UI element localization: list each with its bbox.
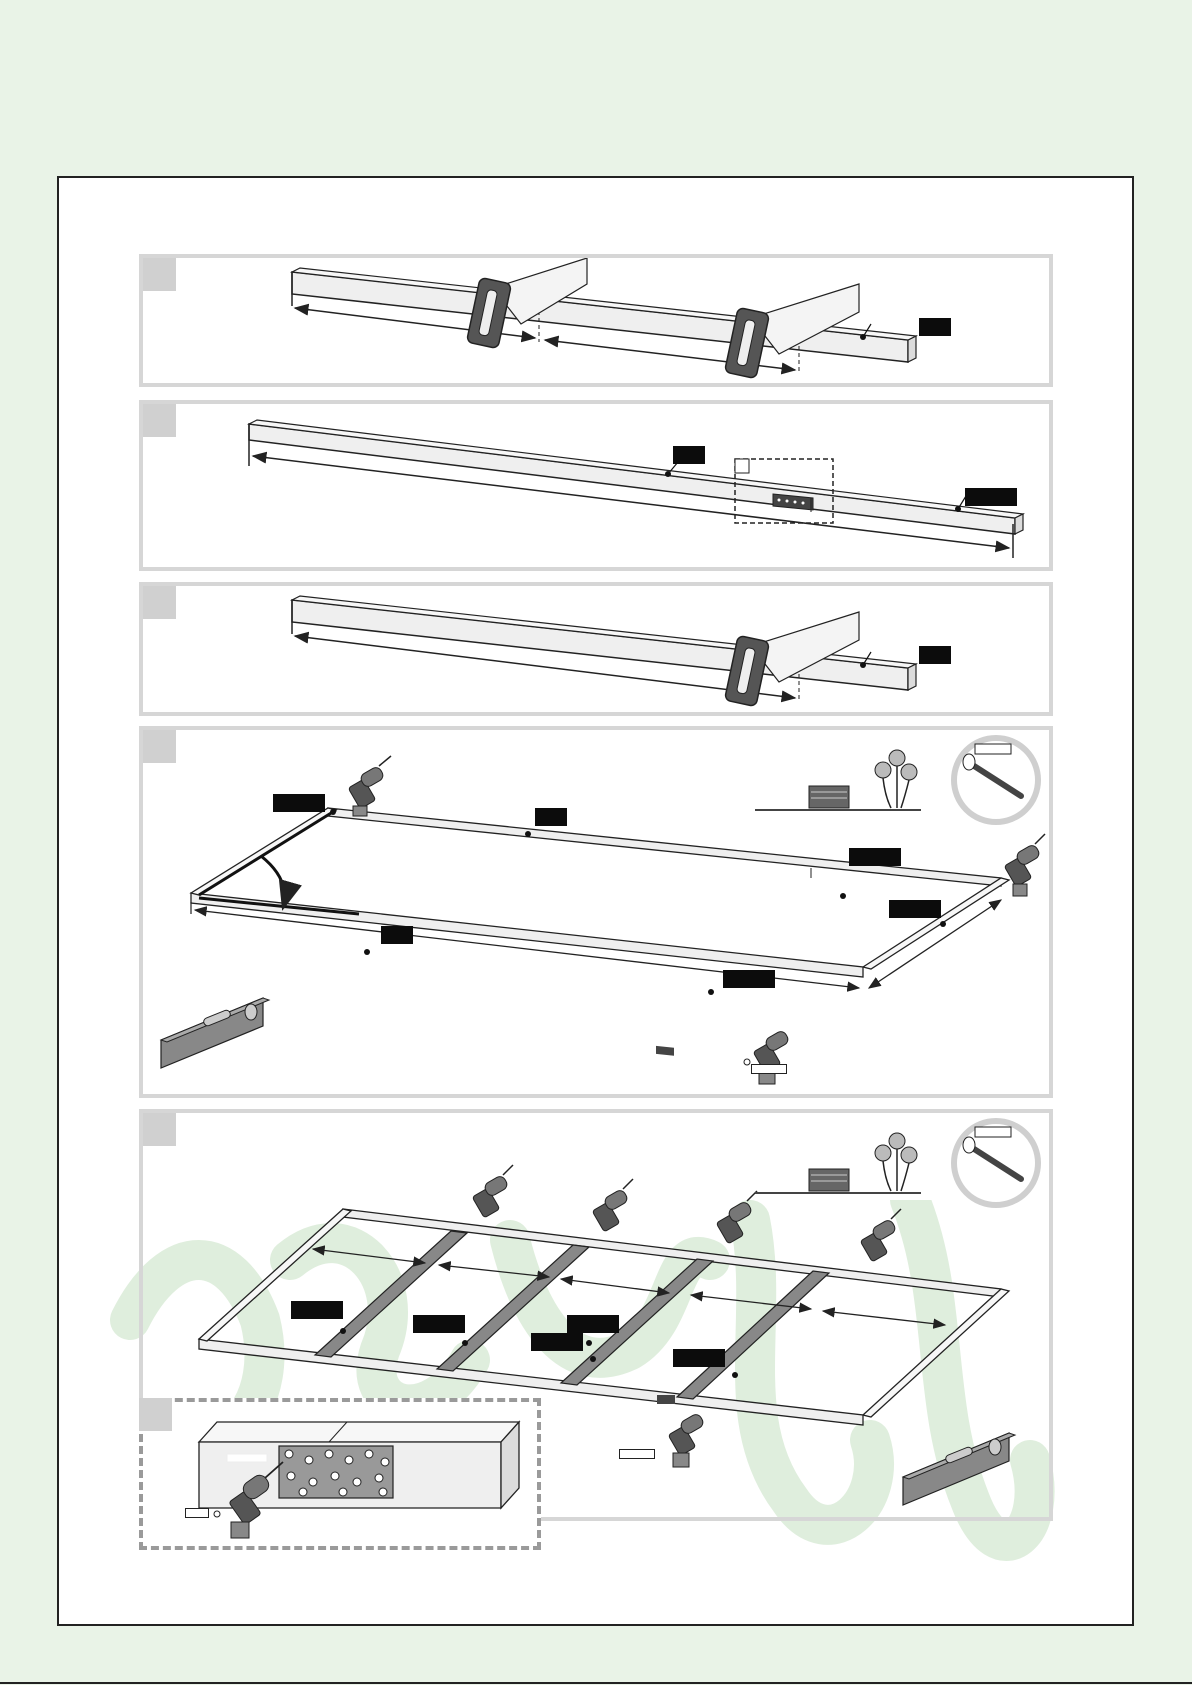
footer-rule bbox=[0, 1682, 1192, 1684]
flowers-icon bbox=[875, 1133, 917, 1191]
spirit-level-icon bbox=[903, 1433, 1015, 1505]
part-label bbox=[849, 848, 901, 866]
screw-tag bbox=[619, 1449, 655, 1459]
part-label bbox=[965, 488, 1017, 506]
step-3-diagram bbox=[143, 586, 1049, 712]
drill-icon bbox=[472, 1165, 513, 1218]
part-label bbox=[673, 446, 705, 464]
drill-icon bbox=[668, 1412, 705, 1467]
step-1-diagram bbox=[143, 258, 1049, 383]
part-label bbox=[381, 926, 413, 944]
ground-block-icon bbox=[809, 1169, 849, 1191]
drill-icon bbox=[860, 1209, 901, 1262]
drill-icon bbox=[1004, 834, 1045, 896]
drill-icon bbox=[348, 756, 391, 816]
step-6-inset bbox=[139, 1398, 541, 1550]
part-label bbox=[273, 794, 325, 812]
drill-icon bbox=[592, 1179, 633, 1232]
step-4-panel bbox=[139, 726, 1053, 1098]
part-label bbox=[535, 808, 567, 826]
part-label bbox=[413, 1315, 465, 1333]
part-label bbox=[919, 318, 951, 336]
part-label bbox=[673, 1349, 725, 1367]
drill-icon bbox=[744, 1029, 790, 1084]
part-label bbox=[291, 1301, 343, 1319]
screw-tag bbox=[185, 1508, 209, 1518]
inset-diagram bbox=[143, 1402, 537, 1546]
screw-icon bbox=[954, 1121, 1038, 1205]
flowers-icon bbox=[875, 750, 917, 808]
step-3-panel bbox=[139, 582, 1053, 716]
step-1-panel bbox=[139, 254, 1053, 387]
screw-icon bbox=[954, 738, 1038, 822]
connector-plate-icon bbox=[279, 1446, 393, 1498]
part-label bbox=[723, 970, 775, 988]
spirit-level-icon bbox=[161, 998, 269, 1068]
part-label bbox=[531, 1333, 583, 1351]
step-2-panel bbox=[139, 400, 1053, 571]
ground-block-icon bbox=[809, 786, 849, 808]
part-label bbox=[567, 1315, 619, 1333]
step-2-diagram bbox=[143, 404, 1049, 567]
screw-tag bbox=[751, 1064, 787, 1074]
part-label bbox=[919, 646, 951, 664]
connector-plate-icon bbox=[656, 1046, 674, 1056]
part-label bbox=[889, 900, 941, 918]
drill-icon bbox=[716, 1191, 757, 1244]
